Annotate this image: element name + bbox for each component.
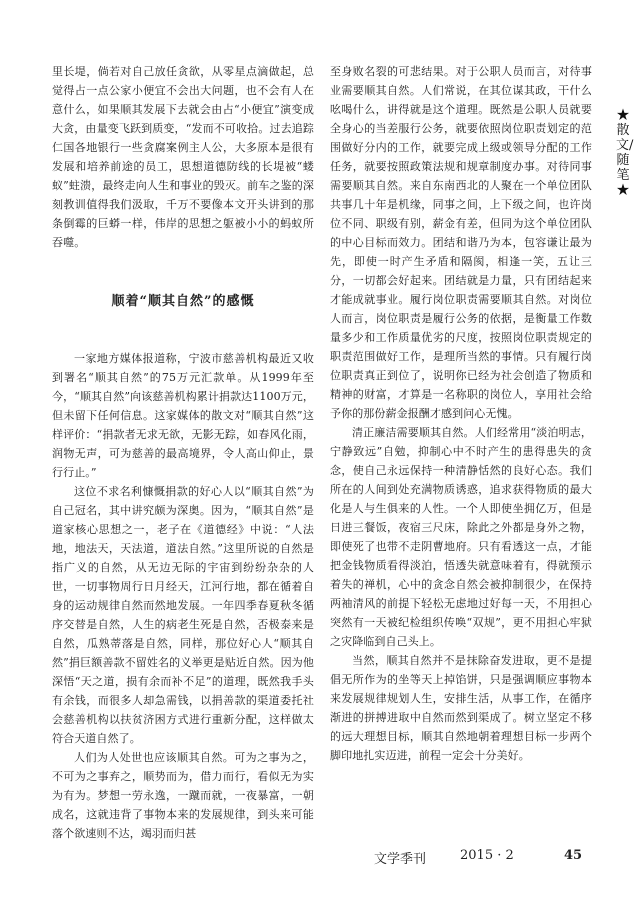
magazine-name: 文学季刊 [374,852,427,867]
left-column [52,62,314,843]
right-paragraph-1: 至身败名裂的可悲结果。对于公职人员而言，对待事业需要顺其自然。人们常说，在其位谋其政，干什么吆喝什么，讲得就是这个道理。既然是公职人员就要全身心的当差服行公务，就要依照岗位职责划定的范围做好分内的工作，就要完成上级或领导分配的工作任务，就要按照政策法规和规章制度办事。对待同事需要顺其自然。来自东南西北的人聚在一个单位团队共事几十年是机缘，同事之间，上下级之间，也许岗位不同、职级有别，薪金有差，但同为这个单位团队的中心目标而效力。团结和谐乃为本，包容谦让最为先，即使一时产生矛盾和隔阂，相逢一笑，五让三分，一切都会好起来。团结就是力量，只有团结起来才能成就事业。履行岗位职责需要顺其自然。对岗位人而言，岗位职责是履行公务的依据，是衡量工作数量多少和工作质量优劣的尺度，按照岗位职责规定的职责范围做好工作，是理所当然的事情。只有履行岗位职责真正到位了，说明你已经为社会创造了物质和精神的财富，才算是一名称职的岗位人，享用社会给予你的那份薪金报酬才感到问心无愧。 [330,65,592,420]
body-paragraph-3: 人们为人处世也应该顺其自然。可为之事为之，不可为之事弃之，顺势而为，借力而行，看似无为实为有为。梦想一劳永逸，一蹴而就，一夜暴富，一朝成名，这就违背了事物本来的发展规律，到头来可能落个欲速则不达，竭羽而归甚 [52,751,314,840]
article-heading: 顺着“顺其自然”的感慨 [111,294,255,309]
issue-number: 2015 · 2 [460,848,514,863]
page-number: 45 [564,848,583,863]
body-paragraph-1: 一家地方媒体报道称，宁波市慈善机构最近又收到署名“顺其自然”的75万元汇款单。从1999年至今，“顺其自然”向该慈善机构累计捐款达1100万元，但未留下任何信息。这家媒体的散文对“顺其自然”这样评价：“捐款者无求无欲，无影无踪，如春风化雨，润物无声，可为慈善的最高境界，令人高山仰止，景行行止。” [52,352,314,479]
right-column [330,62,592,765]
side-section-label: ★散文/随笔★ [616,108,634,198]
right-paragraph-3: 当然，顺其自然并不是抹除奋发进取，更不是提倡无所作为的坐等天上掉馅饼，只是强调顺应事物本来发展规律规划人生，安排生活，从事工作，在循序渐进的拼搏进取中自然而然到渠成了。树立坚定不移的远大理想目标，顺其自然地朝着理想目标一步两个脚印地扎实迈进，前程一定会十分美好。 [330,654,592,762]
body-paragraph-2: 这位不求名利慷慨捐款的好心人以“顺其自然”为自己冠名，其中讲究颇为深奥。因为，“顺其自然”是道家核心思想之一，老子在《道德经》中说：“人法地，地法天，天法道，道法自然。”这里所说的自然是指广义的自然，从无边无际的宇宙到纷纷杂杂的人世，一切事物周行日月经天，江河行地，都在循着自身的运动规律自然而然地发展。一年四季春夏秋冬循序交替是自然，人生的病老生死是自然，否极泰来是自然，瓜熟蒂落是自然，同样，那位好心人“顺其自然”捐巨额善款不留姓名的义举更是贴近自然。因为他深悟“天之道，损有余而补不足”的道理，既然我手头有余钱，而很多人却急需钱，以捐善款的渠道委托社会慈善机构以扶贫济困方式进行重新分配，这样做太符合天道自然了。 [52,485,314,745]
right-paragraph-2: 清正廉洁需要顺其自然。人们经常用“淡泊明志，宁静致远”自勉，抑制心中不时产生的患得患失的贪念，使自己永远保持一种清静恬然的良好心态。我们所在的人间到处充满物质诱惑，追求获得物质的最大化是人与生俱来的人性。一个人即使坐拥亿万，但是日进三餐饭，夜宿三尺床，除此之外都是身外之物，即使死了也带不走阴曹地府。只有看透这一点，才能把金钱物质看得淡泊，悟透失就意味着有，得就预示着失的禅机，心中的贪念自然会被抑制很少，在保持两袖清风的前提下轻松无虑地过好每一天，不用担心突然有一天被纪检组织传唤“双规”，更不用担心牢狱之灾降临到自己头上。 [330,426,592,648]
intro-paragraph: 里长堤，倘若对自己放任贪欲，从零星点滴做起，总觉得占一点公家小便宜不会出大问题，也不会有人在意什么，如果顺其发展下去就会由占“小便宜”演变成大贪，由量变飞跃到质变，“发而不可收拾。过去追踪仁国各地银行一些贪腐案例主人公，大多原本是很有发展和培养前途的员工，思想道德防线的长堤被“蝼蚁”蛀溃，最终走向人生和事业的毁灭。前车之鉴的深刻教训值得我们汲取，千万不要像本文开头讲到的那条倒霉的巨蟒一样，伟岸的思想之躯被小小的蚂蚁所吞噬。 [52,65,314,249]
